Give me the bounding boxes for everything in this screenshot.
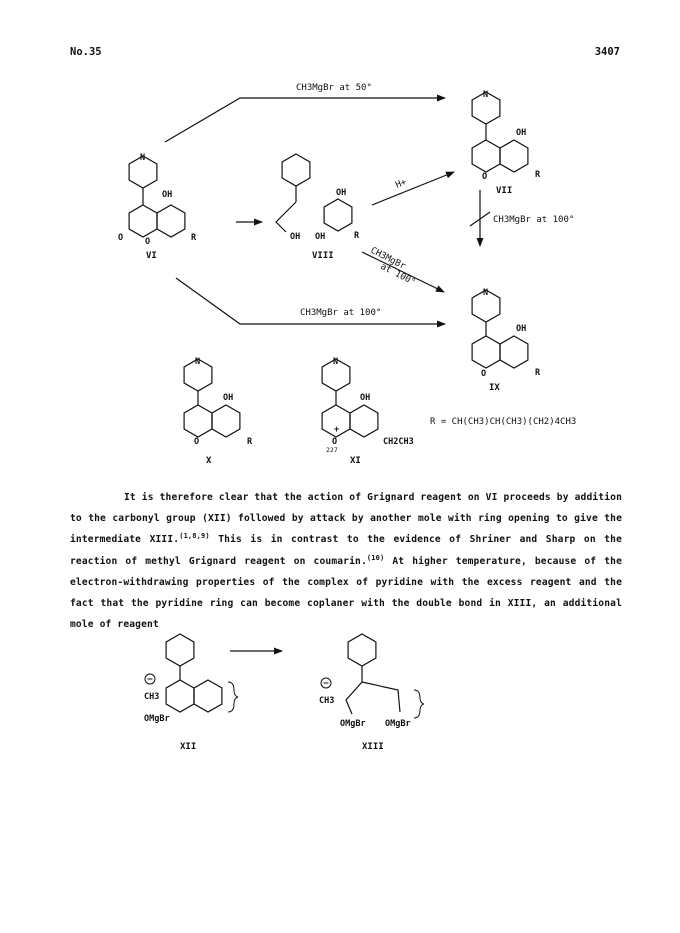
- svg-text:O: O: [145, 237, 151, 247]
- svg-text:OH: OH: [290, 232, 301, 242]
- svg-text:OH: OH: [315, 232, 326, 242]
- label-vi: VI: [146, 251, 157, 261]
- arrow-label-diag-1: CH3MgBr: [368, 245, 407, 272]
- svg-text:N: N: [483, 90, 489, 100]
- svg-text:R: R: [354, 231, 360, 241]
- svg-text:OMgBr: OMgBr: [385, 719, 411, 729]
- body-text-3: At higher temperature, because of the electron-withdrawing properties of the complex of pyridine with the excess reagent and the fact that the pyridine ring can become coplaner with the double bond in XIII, an additional mole of reagent: [70, 555, 622, 631]
- svg-text:O: O: [332, 437, 338, 447]
- label-vii: VII: [496, 186, 513, 196]
- svg-text:OMgBr: OMgBr: [144, 714, 170, 724]
- structure-xiii: [319, 634, 424, 729]
- structure-vi: [118, 153, 197, 247]
- svg-text:R: R: [247, 437, 253, 447]
- svg-text:N: N: [195, 357, 201, 367]
- arrow-label-bottom: CH3MgBr at 100°: [300, 308, 382, 318]
- label-xiii: XIII: [362, 742, 384, 752]
- reference-1-8-9: (1,8,9): [179, 532, 210, 541]
- svg-text:OH: OH: [162, 190, 173, 200]
- svg-text:+: +: [334, 425, 340, 435]
- structure-xi: [322, 357, 414, 454]
- structure-ix: [472, 288, 541, 379]
- label-xi: XI: [350, 456, 361, 466]
- arrow-label-acid: H+: [394, 177, 409, 191]
- reaction-scheme-lower: [0, 620, 680, 780]
- svg-text:R: R: [535, 170, 541, 180]
- journal-issue: No.35: [70, 46, 102, 58]
- svg-text:R: R: [191, 233, 197, 243]
- svg-text:O: O: [118, 233, 124, 243]
- svg-text:CH2CH3: CH2CH3: [383, 437, 414, 447]
- body-text-1: It is therefore clear that the action of Grignard reagent on VI proceeds by addition to the carbonyl group (XII) followed by attack by another mole with ring opening to give the intermediate XIII.: [70, 492, 622, 546]
- svg-text:OH: OH: [516, 128, 527, 138]
- label-xii: XII: [180, 742, 197, 752]
- label-ix: IX: [489, 383, 500, 393]
- r-definition: R = CH(CH3)CH(CH3)(CH2)4CH3: [430, 417, 577, 427]
- structure-viii: [276, 154, 360, 242]
- svg-text:O: O: [194, 437, 200, 447]
- svg-text:OMgBr: OMgBr: [340, 719, 366, 729]
- svg-text:O: O: [482, 172, 488, 182]
- svg-text:CH3: CH3: [144, 692, 160, 702]
- svg-text:N: N: [483, 288, 489, 298]
- label-viii: VIII: [312, 251, 334, 261]
- svg-text:227: 227: [326, 446, 338, 454]
- svg-text:OH: OH: [223, 393, 234, 403]
- structure-xii: [144, 634, 238, 724]
- reference-10: (10): [366, 553, 385, 562]
- svg-text:OH: OH: [360, 393, 371, 403]
- svg-text:R: R: [535, 368, 541, 378]
- structure-vii: [472, 90, 541, 182]
- structure-x: [184, 357, 253, 447]
- arrow-label-down: CH3MgBr at 100°: [493, 215, 575, 225]
- label-x: X: [206, 456, 212, 466]
- reaction-arrows: [165, 98, 490, 324]
- arrow-label-diag-2: at 100°: [378, 261, 417, 288]
- body-text-2: This is in contrast to the evidence of Shriner and Sharp on the reaction of methyl Grignard reagent on coumarin.: [70, 534, 622, 567]
- svg-text:N: N: [140, 153, 146, 163]
- svg-text:N: N: [333, 357, 339, 367]
- svg-text:O: O: [481, 369, 487, 379]
- svg-text:OH: OH: [336, 188, 347, 198]
- svg-text:OH: OH: [516, 324, 527, 334]
- page-number: 3407: [594, 46, 620, 58]
- arrow-label-top: CH3MgBr at 50°: [296, 83, 372, 93]
- svg-text:CH3: CH3: [319, 696, 335, 706]
- body-paragraph: [70, 487, 622, 635]
